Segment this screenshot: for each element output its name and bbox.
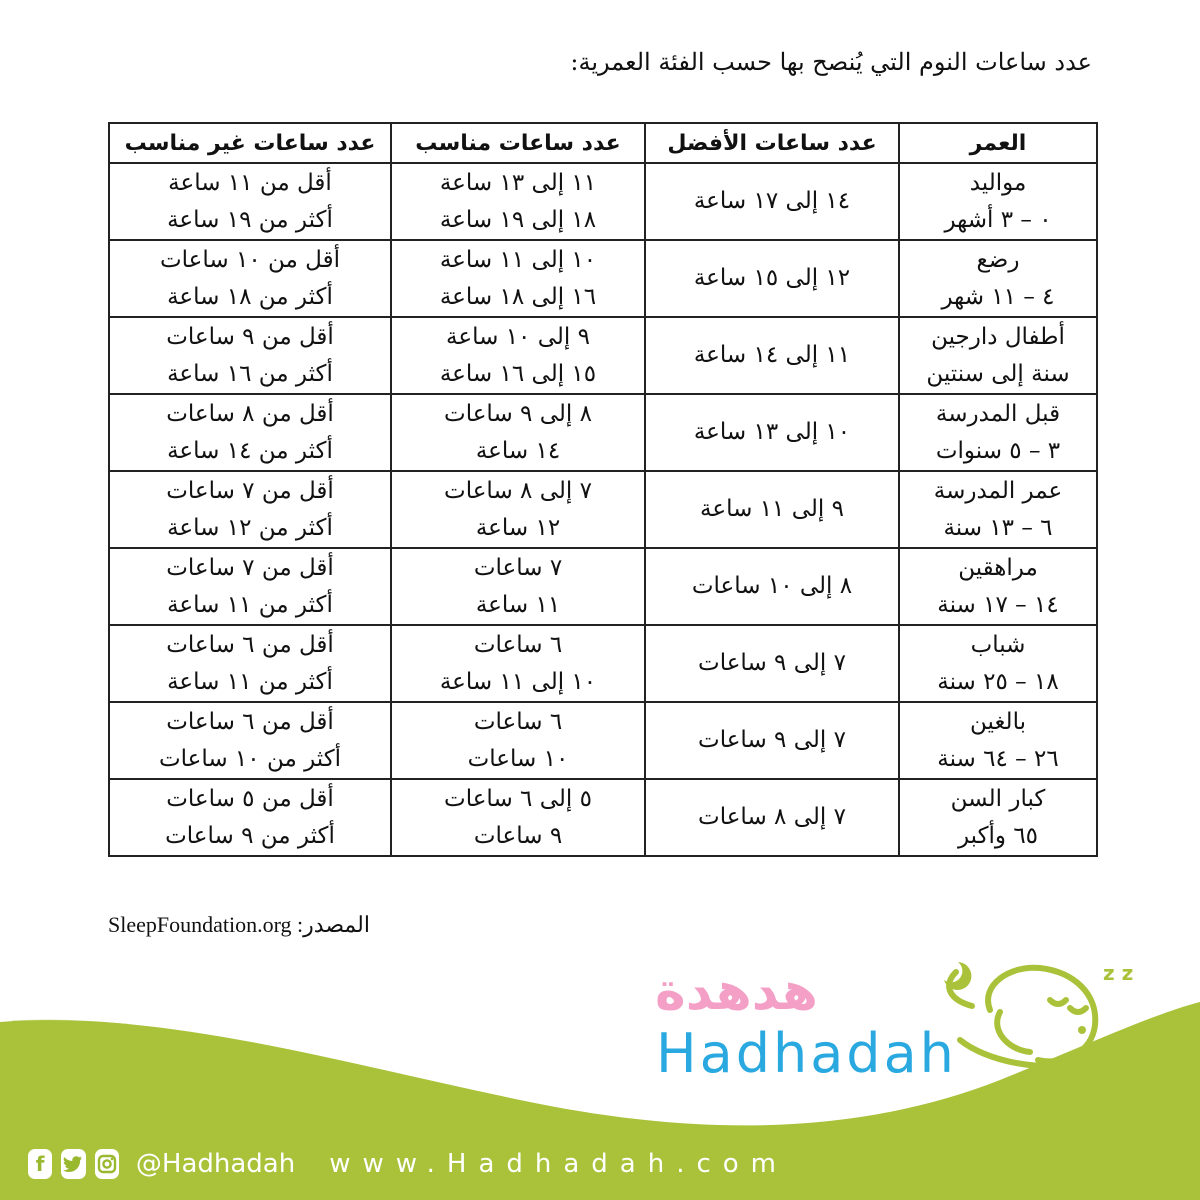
- cell-bad-line: أكثر من ١٦ ساعة: [167, 360, 333, 387]
- cell-ok-line: ٦ ساعات: [473, 631, 563, 658]
- cell-age-line: ١٤ – ١٧ سنة: [937, 591, 1059, 618]
- cell-bad-line: أقل من ٦ ساعات: [166, 631, 334, 658]
- header-bad: عدد ساعات غير مناسب: [109, 123, 391, 163]
- instagram-icon[interactable]: [95, 1149, 119, 1179]
- cell-ok-line: ٧ ساعات: [473, 554, 563, 581]
- cell-best-line: ١١ إلى ١٤ ساعة: [693, 342, 851, 368]
- cell-age-line: ٦ – ١٣ سنة: [943, 514, 1053, 541]
- cell-best-line: ٩ إلى ١١ ساعة: [700, 496, 844, 522]
- header-best: عدد ساعات الأفضل: [645, 123, 899, 163]
- brand-arabic-name: هدهدة: [655, 962, 818, 1022]
- cell-age-line: كبار السن: [950, 785, 1046, 812]
- cell-best-line: ٧ إلى ٨ ساعات: [698, 804, 846, 830]
- twitter-icon[interactable]: [61, 1149, 85, 1179]
- cell-bad-line: أقل من ١٠ ساعات: [160, 246, 340, 273]
- cell-age-line: ٢٦ – ٦٤ سنة: [937, 745, 1059, 772]
- cell-age-line: مواليد: [969, 169, 1027, 196]
- cell-ok-line: ٧ إلى ٨ ساعات: [444, 477, 592, 504]
- cell-age-line: شباب: [970, 631, 1026, 658]
- cell-best-line: ١٠ إلى ١٣ ساعة: [693, 419, 851, 445]
- cell-bad-line: أقل من ٦ ساعات: [166, 708, 334, 735]
- cell-bad-line: أكثر من ١٨ ساعة: [167, 283, 333, 310]
- cell-age-line: ٠ – ٣ أشهر: [944, 206, 1052, 233]
- cell-age-line: بالغين: [970, 708, 1026, 735]
- cell-ok-line: ٥ إلى ٦ ساعات: [444, 785, 592, 812]
- cell-ok-line: ٩ إلى ١٠ ساعة: [446, 323, 590, 350]
- header-ok: عدد ساعات مناسب: [391, 123, 645, 163]
- cell-bad-line: أكثر من ١٤ ساعة: [167, 437, 333, 464]
- cell-bad-line: أكثر من ١١ ساعة: [167, 591, 333, 618]
- cell-ok-line: ١٥ إلى ١٦ ساعة: [439, 360, 597, 387]
- cell-ok-line: ١١ ساعة: [475, 591, 561, 618]
- cell-ok-line: ١٤ ساعة: [475, 437, 561, 464]
- cell-best-line: ١٤ إلى ١٧ ساعة: [693, 188, 851, 214]
- cell-age-line: قبل المدرسة: [935, 400, 1061, 427]
- cell-ok-line: ١٢ ساعة: [475, 514, 561, 541]
- cell-age-line: أطفال دارجين: [931, 323, 1065, 350]
- cell-bad-line: أقل من ٧ ساعات: [166, 477, 334, 504]
- brand-latin-name: Hadhadah: [656, 1022, 957, 1085]
- cell-ok-line: ٦ ساعات: [473, 708, 563, 735]
- cell-ok-line: ١١ إلى ١٣ ساعة: [439, 169, 597, 196]
- cell-ok-line: ١٨ إلى ١٩ ساعة: [439, 206, 597, 233]
- cell-bad-line: أقل من ٥ ساعات: [166, 785, 334, 812]
- cell-age-line: ١٨ – ٢٥ سنة: [937, 668, 1059, 695]
- cell-ok-line: ٨ إلى ٩ ساعات: [444, 400, 592, 427]
- cell-age-line: مراهقين: [958, 554, 1038, 581]
- cell-bad-line: أكثر من ١٩ ساعة: [167, 206, 333, 233]
- cell-ok-line: ٩ ساعات: [473, 822, 563, 849]
- cell-best-line: ١٢ إلى ١٥ ساعة: [693, 265, 851, 291]
- page-title: عدد ساعات النوم التي يُنصح بها حسب الفئة العمرية:: [570, 48, 1092, 76]
- header-age: العمر: [899, 123, 1097, 163]
- cell-bad-line: أقل من ٧ ساعات: [166, 554, 334, 581]
- footer-bar: [28, 1142, 788, 1186]
- cell-age-line: عمر المدرسة: [933, 477, 1063, 504]
- cell-bad-line: أقل من ٨ ساعات: [166, 400, 334, 427]
- cell-age-line: ٦٥ وأكبر: [957, 822, 1039, 849]
- cell-bad-line: أكثر من ١١ ساعة: [167, 668, 333, 695]
- cell-age-line: ٤ – ١١ شهر: [941, 283, 1055, 310]
- cell-age-line: سنة إلى سنتين: [926, 360, 1070, 387]
- cell-bad-line: أكثر من ١٢ ساعة: [167, 514, 333, 541]
- cell-age-line: ٣ – ٥ سنوات: [935, 437, 1061, 464]
- cell-bad-line: أقل من ٩ ساعات: [166, 323, 334, 350]
- cell-bad-line: أكثر من ١٠ ساعات: [158, 745, 342, 772]
- cell-ok-line: ١٠ إلى ١١ ساعة: [439, 668, 597, 695]
- cell-ok-line: ١٠ ساعات: [467, 745, 569, 772]
- facebook-icon[interactable]: f: [28, 1149, 52, 1179]
- cell-ok-line: ١٦ إلى ١٨ ساعة: [439, 283, 597, 310]
- source-value: SleepFoundation.org: [108, 912, 292, 937]
- social-handle[interactable]: @Hadhadah: [135, 1149, 296, 1179]
- zzz-text: z z: [1103, 961, 1134, 985]
- source-label: المصدر:: [297, 912, 370, 937]
- cell-ok-line: ١٠ إلى ١١ ساعة: [439, 246, 597, 273]
- website-link[interactable]: www.Hadhadah.com: [329, 1149, 788, 1179]
- cell-best-line: ٧ إلى ٩ ساعات: [698, 650, 846, 676]
- cell-best-line: ٨ إلى ١٠ ساعات: [691, 573, 853, 599]
- cell-bad-line: أكثر من ٩ ساعات: [165, 822, 335, 849]
- cell-age-line: رضع: [976, 246, 1020, 273]
- cell-best-line: ٧ إلى ٩ ساعات: [698, 727, 846, 753]
- cell-bad-line: أقل من ١١ ساعة: [168, 169, 332, 196]
